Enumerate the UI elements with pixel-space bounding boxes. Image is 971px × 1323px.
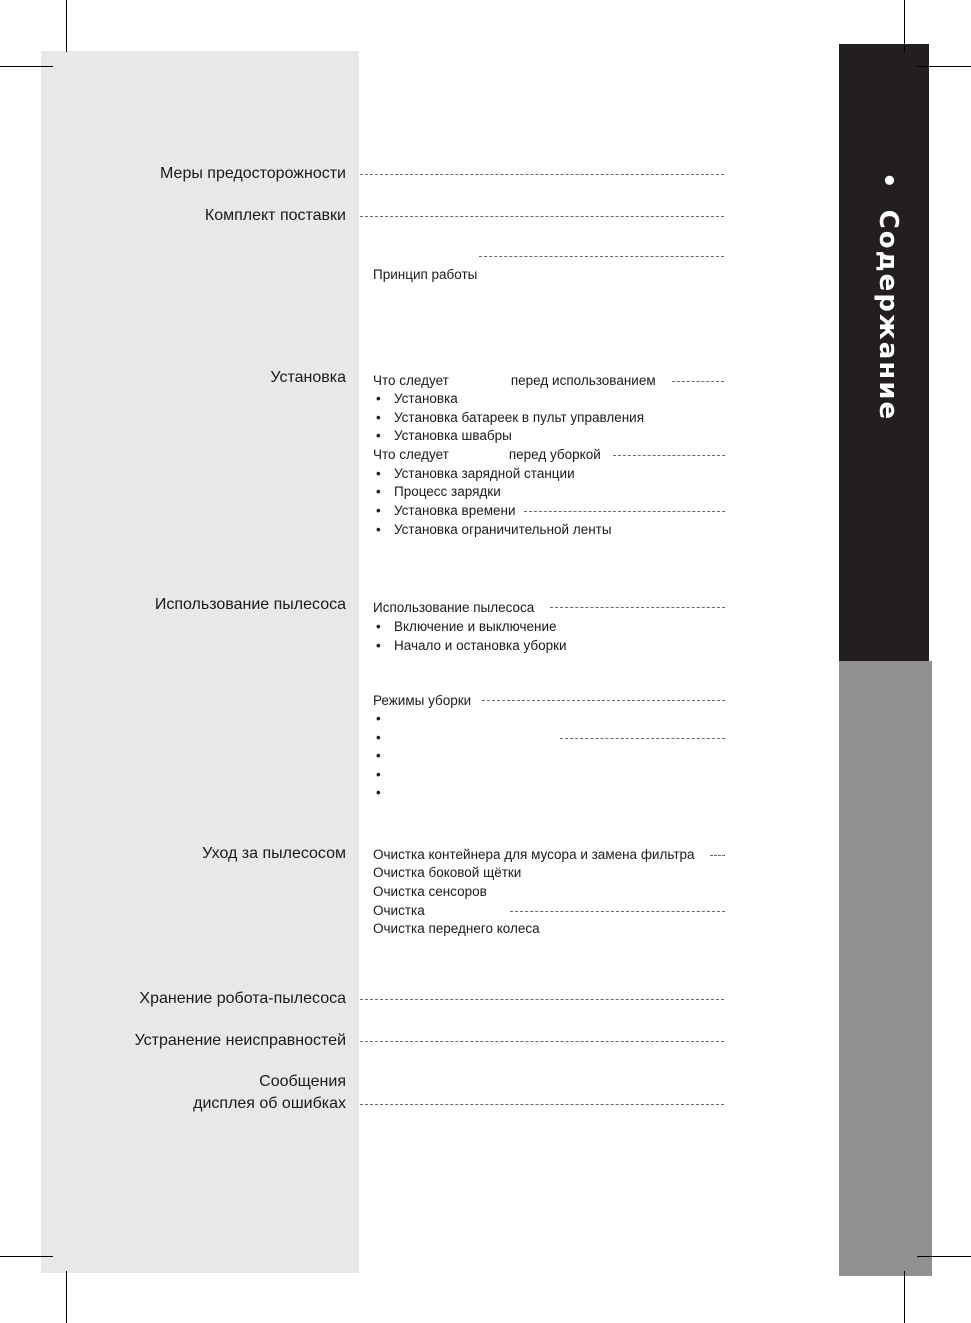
leader-line — [560, 738, 725, 739]
entry-before-clean-a: Что следует — [373, 447, 449, 462]
entry-set-time[interactable]: Установка времени — [394, 503, 516, 518]
crop-mark — [917, 66, 971, 67]
entry-modes[interactable]: Режимы уборки — [373, 693, 472, 708]
entry-install-station[interactable]: Установка зарядной станции — [394, 466, 575, 481]
leader-line — [479, 256, 724, 257]
leader-line — [613, 455, 725, 456]
bullet-icon: • — [376, 619, 381, 634]
bullet-icon: • — [376, 466, 381, 481]
section-storage[interactable]: Хранение робота-пылесоса — [139, 990, 346, 1007]
entry-clean-front-wheel[interactable]: Очистка переднего колеса — [373, 921, 540, 936]
crop-mark — [66, 1271, 67, 1323]
crop-mark — [917, 1256, 971, 1257]
entry-start-stop[interactable]: Начало и остановка уборки — [394, 638, 567, 653]
crop-mark — [0, 1256, 53, 1257]
entry-clean-side-brush[interactable]: Очистка боковой щётки — [373, 865, 522, 880]
bullet-icon: • — [376, 767, 381, 782]
leader-line — [482, 700, 725, 701]
side-tab-inactive — [839, 661, 932, 1276]
bullet-icon: • — [376, 522, 381, 537]
entry-before-clean[interactable] — [373, 446, 601, 464]
leader-line — [360, 1104, 724, 1105]
entry-before-use[interactable] — [373, 372, 656, 390]
bullet-icon: • — [376, 748, 381, 763]
entry-before-clean-b: перед уборкой — [508, 447, 601, 462]
leader-line — [672, 381, 724, 382]
entry-clean-sensors[interactable]: Очистка сенсоров — [373, 884, 487, 899]
side-tab-title — [873, 172, 903, 421]
leader-line — [360, 1041, 724, 1042]
leader-line — [550, 607, 725, 608]
entry-principle[interactable]: Принцип работы — [373, 267, 478, 282]
entry-using-vacuum[interactable]: Использование пылесоса — [373, 600, 535, 615]
bullet-icon: • — [376, 711, 381, 726]
section-error-messages-line2[interactable]: дисплея об ошибках — [193, 1095, 346, 1112]
entry-on-off[interactable]: Включение и выключение — [394, 619, 557, 634]
crop-mark — [904, 0, 905, 52]
entry-install-tape[interactable]: Установка ограничительной ленты — [394, 522, 612, 537]
leader-line — [360, 999, 724, 1000]
bullet-icon: • — [376, 503, 381, 518]
entry-before-use-b: перед использованием — [510, 373, 656, 388]
entry-charging[interactable]: Процесс зарядки — [394, 484, 501, 499]
leader-line — [360, 174, 724, 175]
section-care[interactable]: Уход за пылесосом — [202, 845, 346, 862]
bullet-icon: • — [873, 172, 903, 191]
side-tab-label: Содержание — [873, 209, 903, 422]
entry-install-batteries[interactable]: Установка батареек в пульт управления — [394, 410, 645, 425]
crop-mark — [66, 0, 67, 52]
bullet-icon: • — [376, 428, 381, 443]
entry-install-mop[interactable]: Установка швабры — [394, 428, 512, 443]
entry-before-use-a: Что следует — [373, 373, 449, 388]
crop-mark — [904, 1271, 905, 1323]
bullet-icon: • — [376, 410, 381, 425]
section-package[interactable]: Комплект поставки — [204, 207, 346, 224]
leader-line — [524, 511, 725, 512]
crop-mark — [0, 66, 53, 67]
section-troubleshooting[interactable]: Устранение неисправностей — [134, 1032, 346, 1049]
section-installation[interactable]: Установка — [270, 369, 346, 386]
bullet-icon: • — [376, 730, 381, 745]
leader-line — [360, 216, 724, 217]
bullet-icon: • — [376, 391, 381, 406]
entry-clean-generic[interactable]: Очистка — [373, 903, 425, 918]
bullet-icon: • — [376, 484, 381, 499]
entry-clean-container[interactable]: Очистка контейнера для мусора и замена фильтра — [373, 847, 695, 862]
leader-line — [510, 911, 725, 912]
section-usage[interactable]: Использование пылесоса — [154, 596, 346, 613]
bullet-icon: • — [376, 638, 381, 653]
entry-install[interactable]: Установка — [394, 391, 458, 406]
leader-line — [710, 855, 725, 856]
section-precautions[interactable]: Меры предосторожности — [160, 165, 346, 182]
bullet-icon: • — [376, 785, 381, 800]
section-error-messages-line1[interactable]: Сообщения — [259, 1073, 346, 1090]
